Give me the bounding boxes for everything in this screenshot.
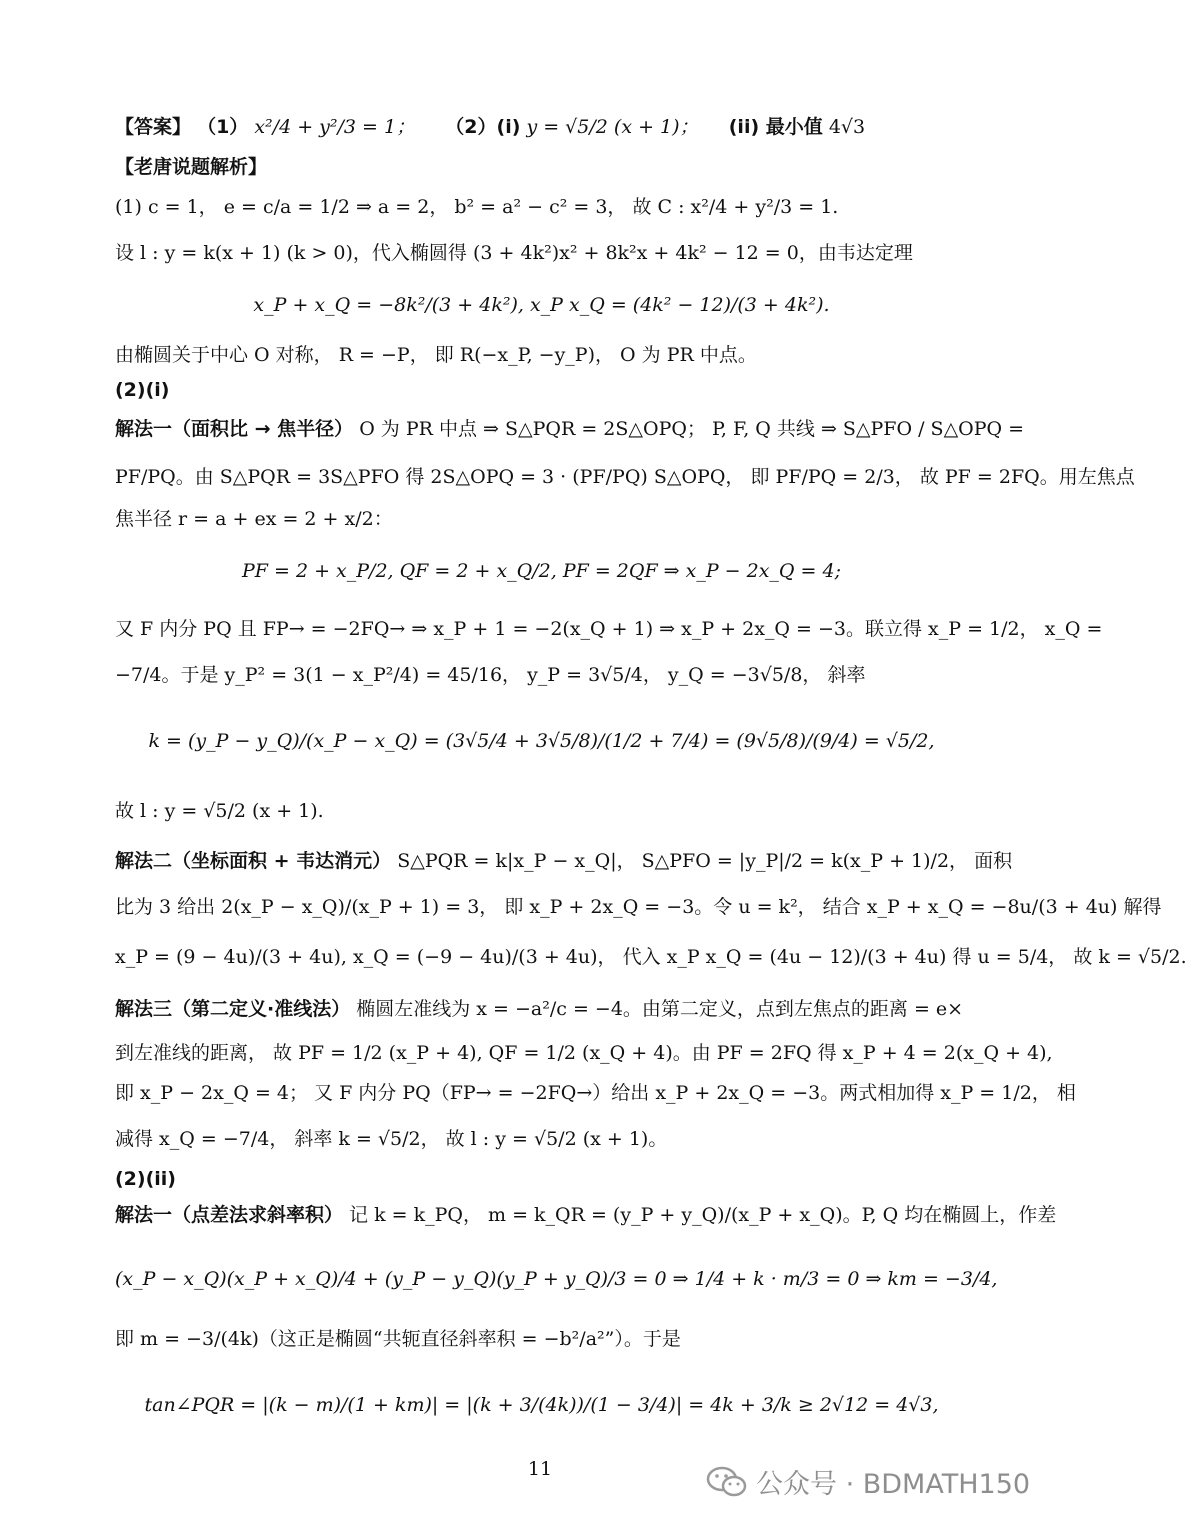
method3-line4: 减得 x_Q = −7/4， 斜率 k = √5/2， 故 l : y = √5/2 (x + 1)。	[115, 1128, 668, 1150]
method4-title: 解法一（点差法求斜率积）	[115, 1204, 344, 1226]
method3-line3: 即 x_P − 2x_Q = 4； 又 F 内分 PQ（FP→ = −2FQ→）给出 x_P + 2x_Q = −3。两式相加得 x_P = 1/2， 相	[115, 1082, 1076, 1104]
answer-line	[115, 112, 968, 142]
method4-line2: 即 m = −3/(4k)（这正是椭圆“共轭直径斜率积 = −b²/a²”）。于是	[115, 1328, 681, 1350]
method2-line2: 比为 3 给出 2(x_P − x_Q)/(x_P + 1) = 3， 即 x_P + 2x_Q = −3。令 u = k²， 结合 x_P + x_Q = −8u/(3 + 4u) 解得	[115, 896, 1162, 918]
method1-text: O 为 PR 中点 ⇒ S△PQR = 2S△OPQ； P, F, Q 共线 ⇒ S△PFO / S△OPQ =	[353, 418, 1025, 440]
method1-line3: 焦半径 r = a + ex = 2 + x/2：	[115, 508, 393, 530]
method3-title: 解法三（第二定义·准线法）	[115, 998, 351, 1020]
equation-slope: k = (y_P − y_Q)/(x_P − x_Q) = (3√5/4 + 3√5/8)/(1/2 + 7/4) = (9√5/8)/(9/4) = √5/2,	[148, 730, 935, 752]
line-part1: (1) c = 1， e = c/a = 1/2 ⇒ a = 2， b² = a² − c² = 3， 故 C : x²/4 + y²/3 = 1.	[115, 196, 839, 218]
equation-focal-radius: PF = 2 + x_P/2, QF = 2 + x_Q/2, PF = 2QF ⇒ x_P − 2x_Q = 4;	[241, 560, 841, 582]
analysis-header: 【老唐说题解析】	[115, 156, 268, 178]
watermark	[706, 1462, 1030, 1501]
method3-text: 椭圆左准线为 x = −a²/c = −4。由第二定义，点到左焦点的距离 = e×	[350, 998, 964, 1020]
method1-line5: −7/4。于是 y_P² = 3(1 − x_P²/4) = 45/16， y_P = 3√5/4， y_Q = −3√5/8， 斜率	[115, 664, 866, 686]
method2-text: S△PQR = k|x_P − x_Q|， S△PFO = |y_P|/2 = k(x_P + 1)/2， 面积	[391, 850, 1013, 872]
line-substitute: 设 l : y = k(x + 1) (k > 0)，代入椭圆得 (3 + 4k²)x² + 8k²x + 4k² − 12 = 0，由韦达定理	[115, 242, 913, 264]
method4-text: 记 k = k_PQ， m = k_QR = (y_P + y_Q)/(x_P + x_Q)。P, Q 均在椭圆上，作差	[343, 1204, 1057, 1226]
section-2i: (2)(i)	[115, 379, 170, 401]
wechat-icon	[706, 1466, 748, 1498]
equation-vieta: x_P + x_Q = −8k²/(3 + 4k²), x_P x_Q = (4k² − 12)/(3 + 4k²).	[253, 294, 830, 316]
method1-line4: 又 F 内分 PQ 且 FP→ = −2FQ→ ⇒ x_P + 1 = −2(x_Q + 1) ⇒ x_P + 2x_Q = −3。联立得 x_P = 1/2， x_Q =	[115, 618, 1103, 640]
section-2ii: (2)(ii)	[115, 1168, 176, 1190]
line-symmetry: 由椭圆关于中心 O 对称， R = −P， 即 R(−x_P, −y_P)， O 为 PR 中点。	[115, 344, 757, 366]
method2-line3: x_P = (9 − 4u)/(3 + 4u), x_Q = (−9 − 4u)/(3 + 4u)， 代入 x_P x_Q = (4u − 12)/(3 + 4u) 得 u = 5/4， 故 k = √5/2.	[115, 946, 1187, 968]
method4-line1	[115, 1200, 1057, 1230]
answer-part2i: y = √5/2 (x + 1)；	[526, 116, 699, 138]
method1-title: 解法一（面积比 → 焦半径）	[115, 418, 354, 440]
watermark-text: 公众号 · BDMATH150	[756, 1469, 1031, 1500]
method2-line1	[115, 846, 1013, 876]
method1-line2: PF/PQ。由 S△PQR = 3S△PFO 得 2S△OPQ = 3 · (PF/PQ) S△OPQ， 即 PF/PQ = 2/3， 故 PF = 2FQ。用左焦点	[115, 466, 1135, 488]
method2-title: 解法二（坐标面积 + 韦达消元）	[115, 850, 392, 872]
method1-line1	[115, 414, 1025, 444]
equation-tangent: tan∠PQR = |(k − m)/(1 + km)| = |(k + 3/(4k))/(1 − 3/4)| = 4k + 3/k ≥ 2√12 = 4√3,	[144, 1394, 939, 1416]
answer-part1: x²/4 + y²/3 = 1；	[254, 116, 416, 138]
method3-line2: 到左准线的距离， 故 PF = 1/2 (x_P + 4), QF = 1/2 (x_Q + 4)。由 PF = 2FQ 得 x_P + 4 = 2(x_Q + 4),	[115, 1042, 1053, 1064]
answer-label: 【答案】	[115, 116, 192, 138]
answer-part2-label: （2）(i)	[445, 116, 521, 138]
method1-conclusion: 故 l : y = √5/2 (x + 1).	[115, 800, 324, 822]
answer-part2ii: 4√3	[828, 116, 866, 138]
answer-part2ii-label: (ii) 最小值	[728, 116, 823, 138]
equation-point-difference: (x_P − x_Q)(x_P + x_Q)/4 + (y_P − y_Q)(y_P + y_Q)/3 = 0 ⇒ 1/4 + k · m/3 = 0 ⇒ km = −3/4,	[115, 1268, 998, 1290]
page-number: 11	[527, 1458, 553, 1480]
method3-line1	[115, 994, 968, 1024]
answer-part1-label: （1）	[197, 116, 249, 138]
